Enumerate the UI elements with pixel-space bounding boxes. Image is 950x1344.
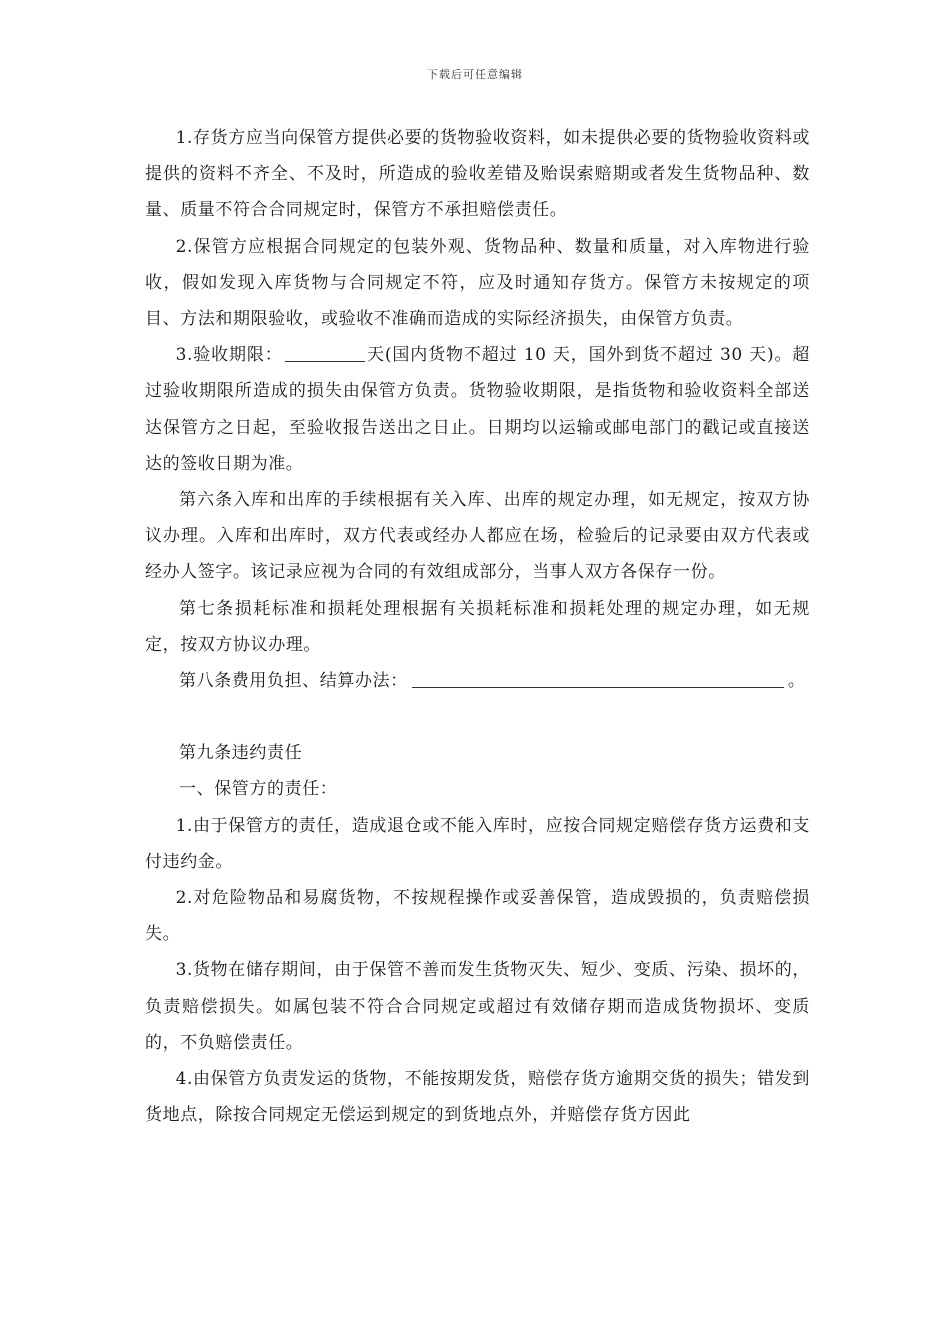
document-body [145,120,810,1133]
clause-inspection-period [145,337,810,482]
liability-item-3: 3.货物在储存期间，由于保管不善而发生货物灭失、短少、变质、污染、损坏的，负责赔偿损失。如属包装不符合合同规定或超过有效储存期而造成货物损坏、变质的，不负赔偿责任。 [145,960,810,1053]
inspection-period-text: 天(国内货物不超过 10 天，国外到货不超过 30 天)。超过验收期限所造成的损失由保管方负责。货物验收期限，是指货物和验收资料全部送达保管方之日起，至验收报告送出之日止。日期均以运输或邮电部门的戳记或直接送达的签收日期为准。 [145,345,810,474]
article-eight [145,663,810,699]
clause-inspection-materials: 1.存货方应当向保管方提供必要的货物验收资料，如未提供必要的货物验收资料或提供的资料不齐全、不及时，所造成的验收差错及贻误索赔期或者发生货物品种、数量、质量不符合合同规定时，保管方不承担赔偿责任。 [145,128,810,221]
article-eight-label: 第八条费用负担、结算办法： [179,671,408,692]
article-six: 第六条入库和出库的手续根据有关入库、出库的规定办理，如无规定，按双方协议办理。入库和出库时，双方代表或经办人都应在场，检验后的记录要由双方代表或经办人签字。该记录应视为合同的有效组成部分，当事人双方各保存一份。 [145,490,810,583]
liability-item-2: 2.对危险物品和易腐货物，不按规程操作或妥善保管，造成毁损的，负责赔偿损失。 [145,888,810,945]
article-nine-heading: 第九条违约责任 [179,743,303,764]
settlement-method-blank[interactable] [412,686,784,688]
liability-item-1: 1.由于保管方的责任，造成退仓或不能入库时，应按合同规定赔偿存货方运费和支付违约金。 [145,815,810,872]
custodian-liability-heading: 一、保管方的责任： [179,779,338,800]
article-eight-end: 。 [787,671,806,692]
inspection-period-label: 3.验收期限： [175,345,283,366]
page-header: 下载后可任意编辑 [427,68,523,81]
inspection-days-blank[interactable] [285,360,365,362]
article-seven: 第七条损耗标准和损耗处理根据有关损耗标准和损耗处理的规定办理，如无规定，按双方协议办理。 [145,598,810,655]
clause-inspection-duty: 2.保管方应根据合同规定的包装外观、货物品种、数量和质量，对入库物进行验收，假如发现入库货物与合同规定不符，应及时通知存货方。保管方未按规定的项目、方法和期限验收，或验收不准确而造成的实际经济损失，由保管方负责。 [145,236,810,330]
liability-item-4: 4.由保管方负责发运的货物，不能按期发货，赔偿存货方逾期交货的损失；错发到货地点，除按合同规定无偿运到规定的到货地点外，并赔偿存货方因此 [145,1069,810,1126]
